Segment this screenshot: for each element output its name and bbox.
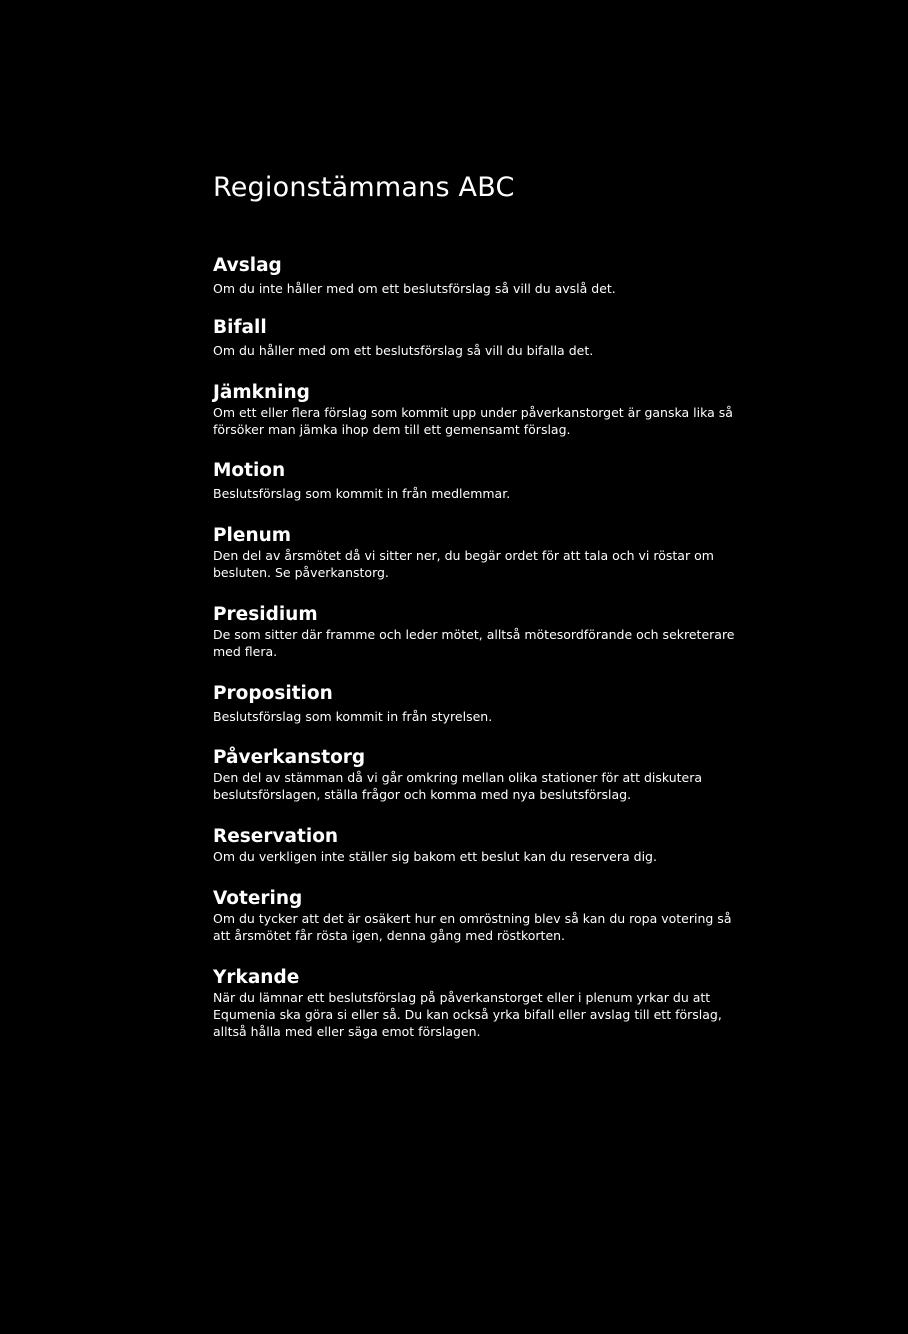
term-name: Reservation [213,826,339,847]
term-name: Presidium [213,604,318,625]
term-definition: Den del av stämman då vi går omkring mellan olika stationer för att diskutera beslutsförslagen, ställa frågor och komma med nya beslutsförslag. [213,770,703,802]
term-definition: När du lämnar ett beslutsförslag på påverkanstorget eller i plenum yrkar du att Equmenia ska göra si eller så. Du kan också yrka bifall eller avslag till ett förslag, alltså hålla med eller säga emot förslagen. [213,990,722,1039]
term-definition: Den del av årsmötet då vi sitter ner, du begär ordet för att tala och vi röstar om besluten. Se påverkanstorg. [213,548,714,580]
term-name: Påverkanstorg [213,747,366,768]
glossary-entry-bifall [213,317,743,359]
term-definition: Om du inte håller med om ett beslutsförslag så vill du avslå det. [213,281,616,296]
term-name: Avslag [213,255,282,276]
term-name: Plenum [213,525,292,546]
glossary-entry-avslag [213,255,743,297]
term-name: Votering [213,888,303,909]
glossary-entry-paverkanstorg [213,747,743,803]
term-name: Yrkande [213,967,300,988]
page-title: Regionstämmans ABC [213,172,515,203]
glossary-page [213,168,743,1040]
term-definition: Om du tycker att det är osäkert hur en omröstning blev så kan du ropa votering så att årsmötet får rösta igen, denna gång med röstkorten. [213,911,732,943]
term-name: Jämkning [213,382,310,403]
glossary-entry-yrkande [213,967,743,1040]
term-name: Motion [213,460,286,481]
glossary-entry-plenum [213,525,743,581]
term-definition: Om du håller med om ett beslutsförslag så vill du bifalla det. [213,343,594,358]
term-definition: Om du verkligen inte ställer sig bakom ett beslut kan du reservera dig. [213,849,657,864]
term-name: Proposition [213,683,333,704]
glossary-entry-votering [213,888,743,944]
glossary-entry-motion [213,460,743,502]
term-definition: Beslutsförslag som kommit in från styrelsen. [213,709,493,724]
glossary-entry-presidium [213,604,743,660]
glossary-entry-proposition [213,683,743,725]
term-name: Bifall [213,317,267,338]
term-definition: De som sitter där framme och leder mötet, alltså mötesordförande och sekreterare med flera. [213,627,735,659]
term-definition: Om ett eller flera förslag som kommit upp under påverkanstorget är ganska lika så försöker man jämka ihop dem till ett gemensamt förslag. [213,405,733,437]
glossary-entry-reservation [213,826,743,865]
glossary-entry-jamkning [213,382,743,438]
term-definition: Beslutsförslag som kommit in från medlemmar. [213,486,511,501]
